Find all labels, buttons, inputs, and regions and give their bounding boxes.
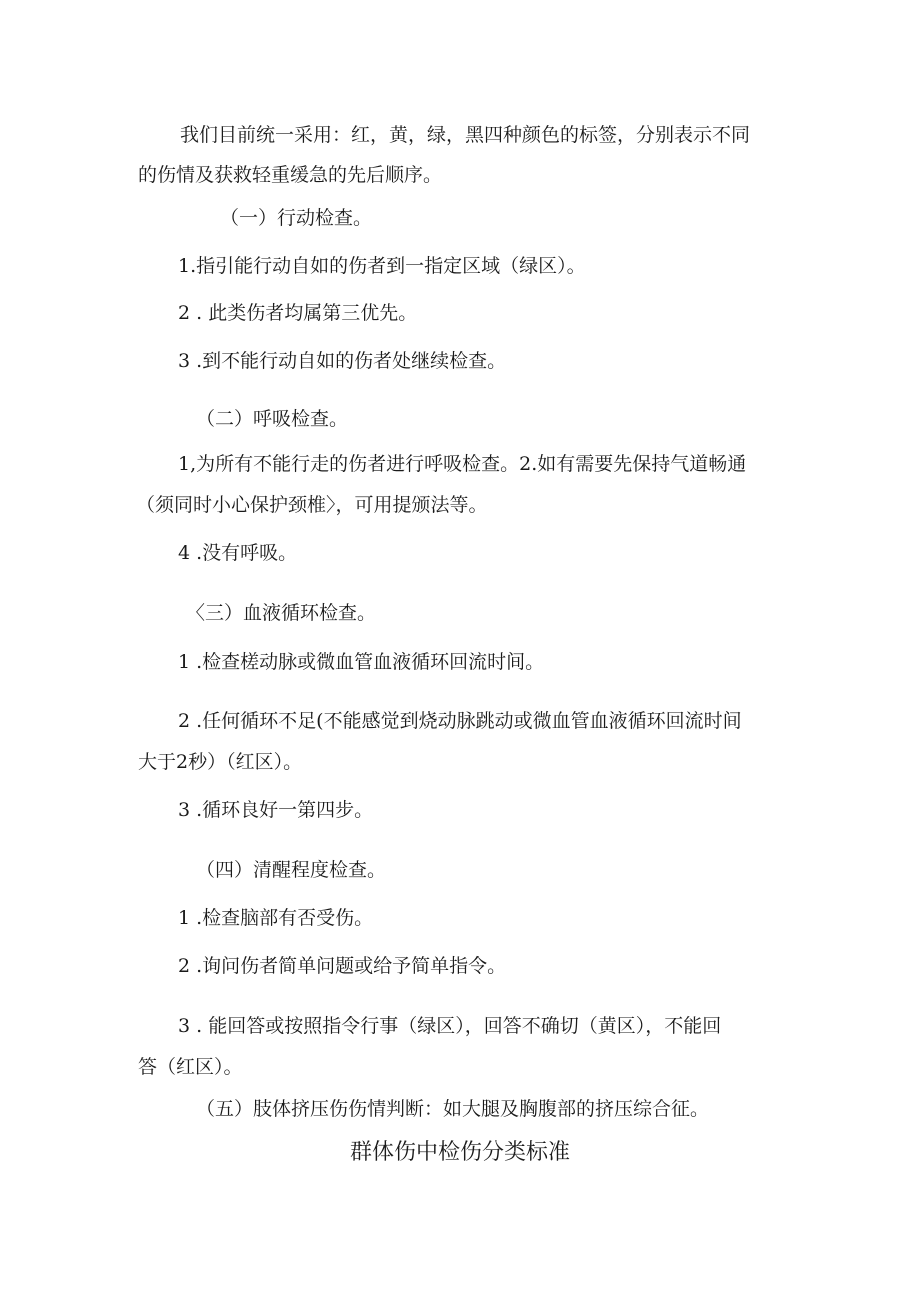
section-4-item-3-line-2: 答（红区）。 <box>138 1056 243 1078</box>
section-1-item-1: 1.指引能行动自如的伤者到一指定区域（绿区）。 <box>178 255 586 277</box>
section-3-item-3: 3 .循环良好一第四步。 <box>178 799 374 821</box>
section-1-item-3: 3 .到不能行动自如的伤者处继续检查。 <box>178 350 507 372</box>
intro-line-1: 我们目前统一采用：红，黄，绿，黑四种颜色的标签，分别表示不同 <box>180 124 751 146</box>
section-2-heading: （二）呼吸检查。 <box>196 408 349 430</box>
section-5-heading: （五）肢体挤压伤伤情判断：如大腿及胸腹部的挤压综合征。 <box>196 1098 710 1120</box>
document-title: 群体伤中检伤分类标准 <box>349 1140 570 1165</box>
section-1-heading: （一）行动检查。 <box>220 207 373 229</box>
section-1-item-2: 2 . 此类伤者均属第三优先。 <box>178 302 418 324</box>
section-2-item-4: 4 .没有呼吸。 <box>178 542 298 564</box>
section-4-heading: （四）清醒程度检查。 <box>196 859 387 881</box>
section-2-item-1-line-2: （须同时小心保护颈椎〉，可用提颁法等。 <box>136 494 488 516</box>
section-3-heading: 〈三）血液循环检查。 <box>186 602 377 624</box>
section-2-item-1-line-1: 1,为所有不能行走的伤者进行呼吸检查。2.如有需要先保持气道畅通 <box>178 453 747 475</box>
section-4-item-2: 2 .询问伤者简单问题或给予简单指令。 <box>178 955 507 977</box>
section-3-item-2-line-1: 2 .任何循环不足(不能感觉到烧动脉跳动或微血管血液循环回流时间 <box>178 710 742 732</box>
section-3-item-2-line-2: 大于2秒）（红区）。 <box>138 751 303 773</box>
intro-line-2: 的伤情及获救轻重缓急的先后顺序。 <box>138 164 443 186</box>
section-4-item-3-line-1: 3 . 能回答或按照指令行事（绿区），回答不确切（黄区），不能回 <box>178 1015 722 1037</box>
section-3-item-1: 1 .检查槎动脉或微血管血液循环回流时间。 <box>178 651 545 673</box>
section-4-item-1: 1 .检查脑部有否受伤。 <box>178 907 374 929</box>
